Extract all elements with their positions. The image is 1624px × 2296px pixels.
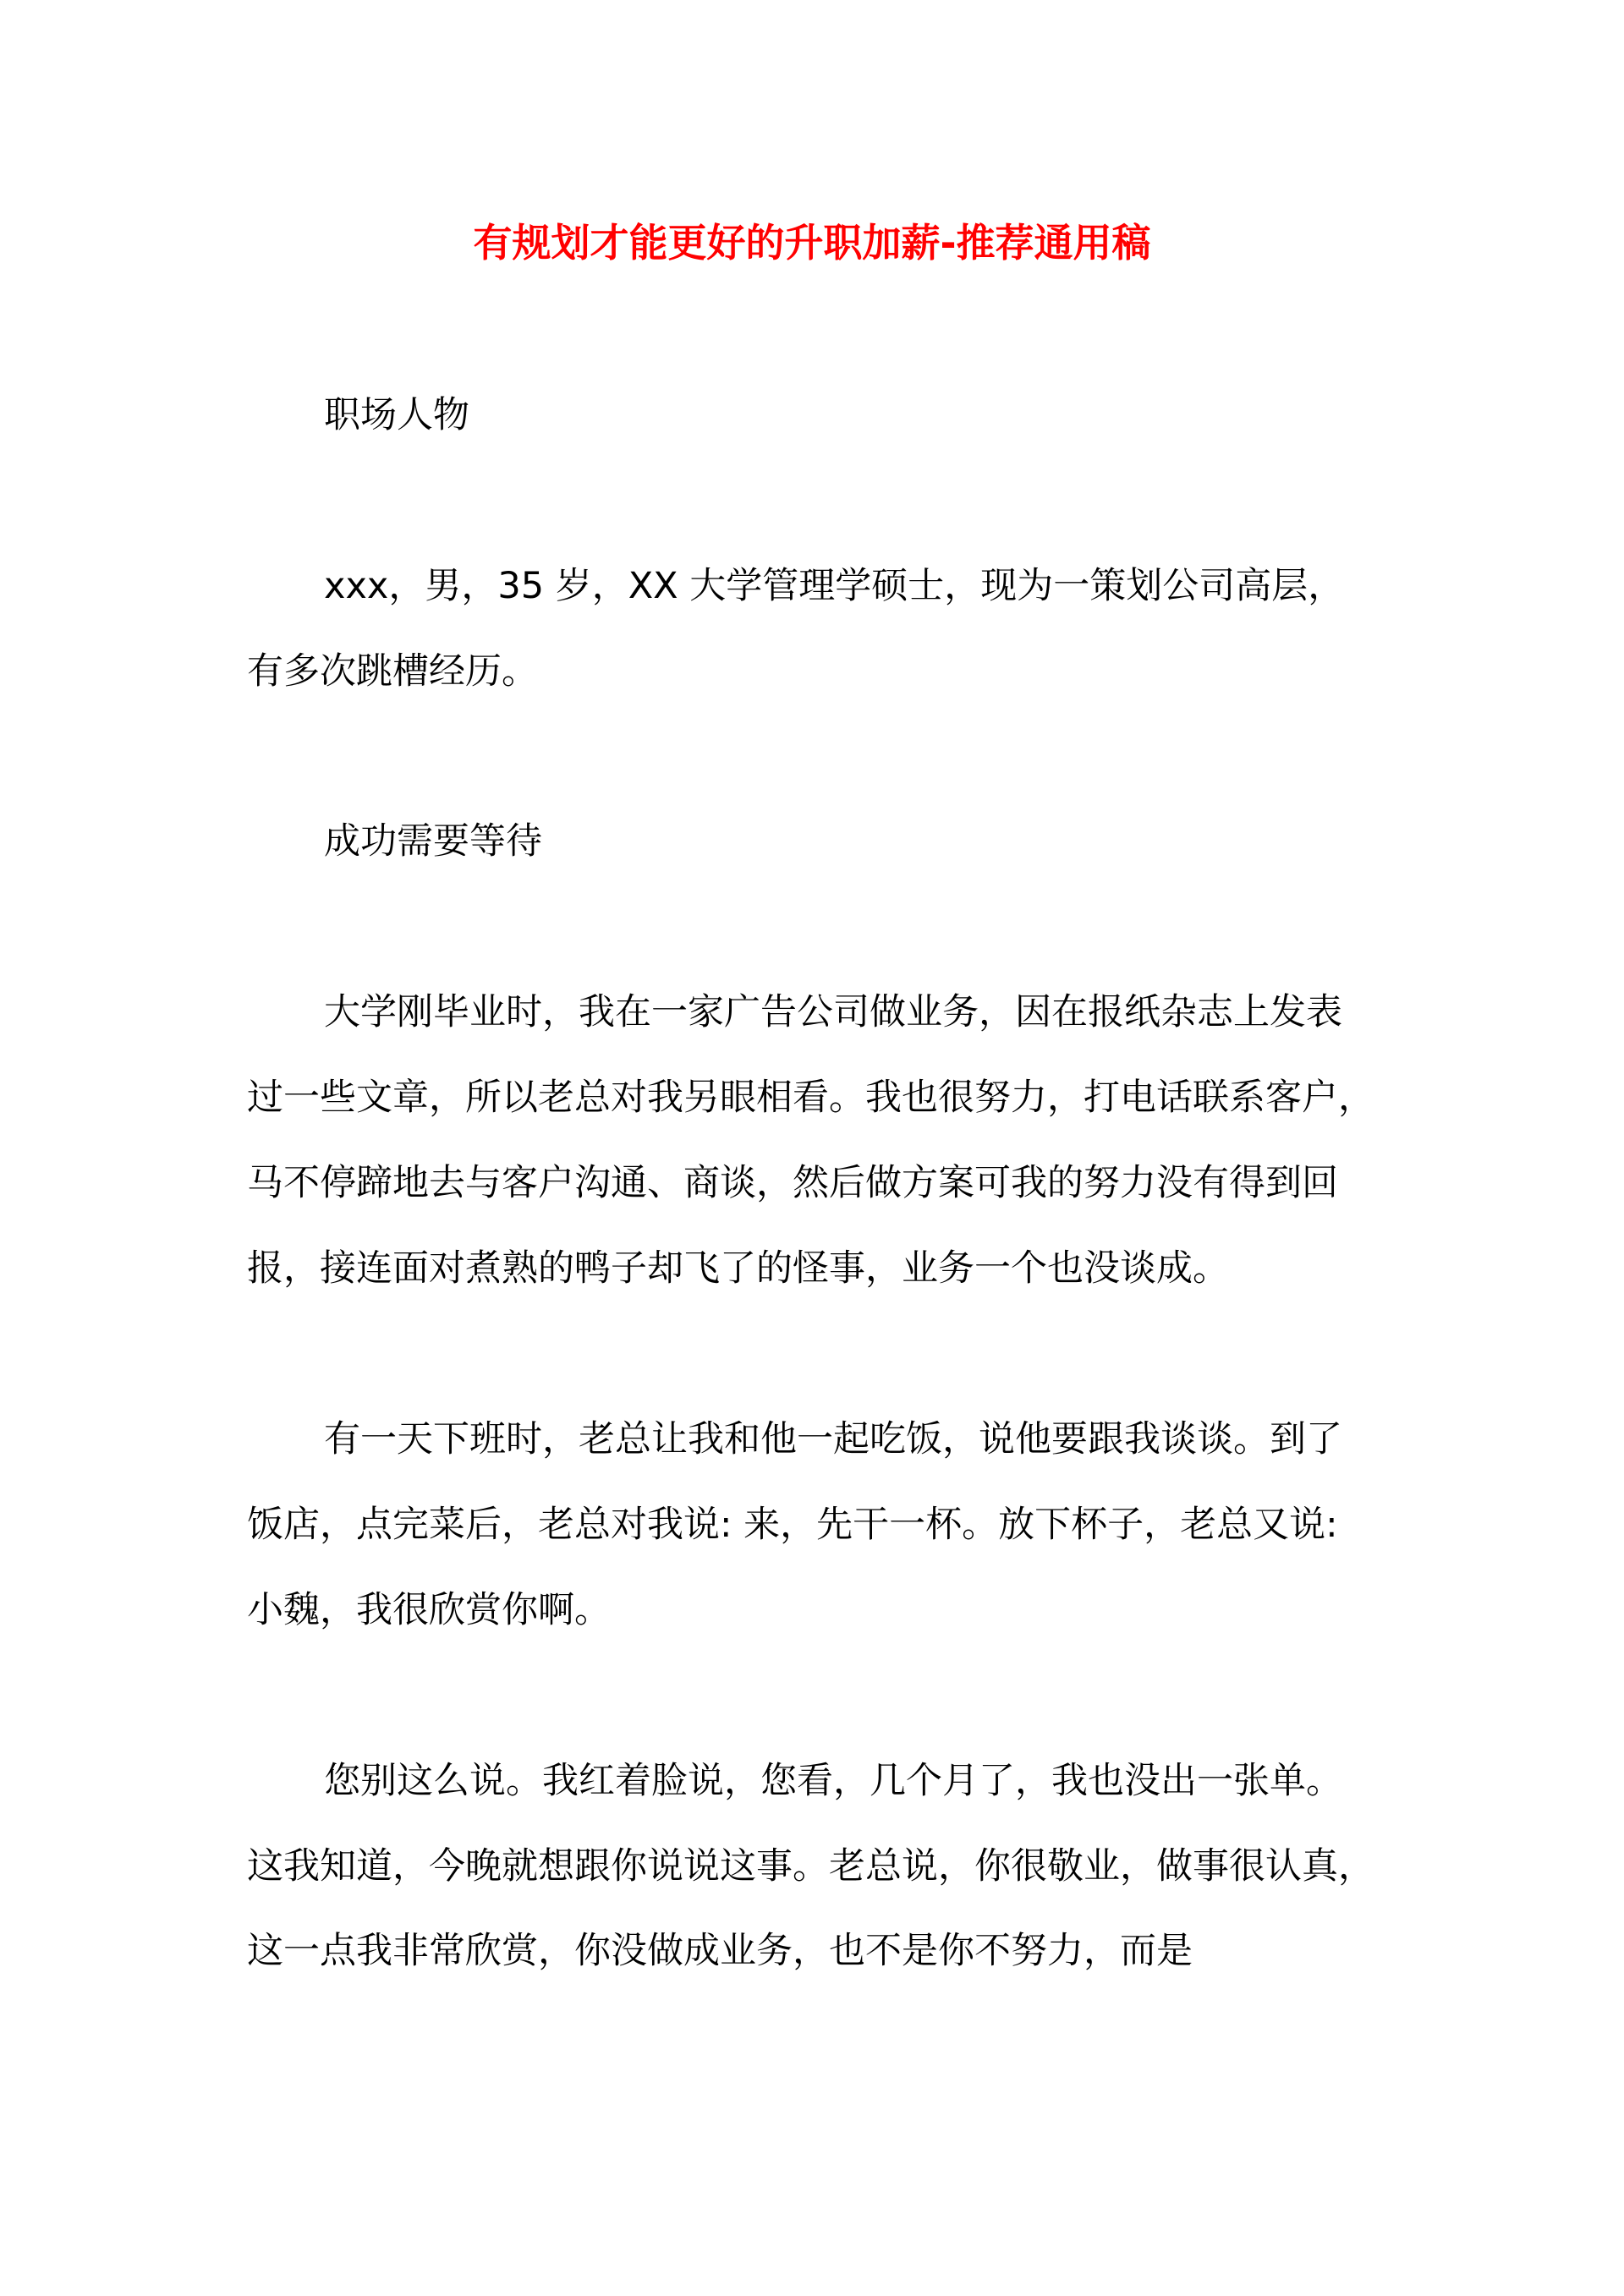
- paragraph-line: 您别这么说。我红着脸说，您看，几个月了，我也没出一张单。: [324, 1760, 1342, 1802]
- paragraph-line: 小魏，我很欣赏你啊。: [247, 1589, 611, 1631]
- paragraph-line: xxx，男，35 岁，XX 大学管理学硕士，现为一策划公司高层，: [324, 565, 1345, 607]
- paragraph-line: 有一天下班时，老总让我和他一起吃饭，说他要跟我谈谈。到了: [324, 1418, 1342, 1460]
- paragraph-line: 这一点我非常欣赏，你没做成业务，也不是你不努力，而是: [247, 1930, 1193, 1972]
- section-heading: 成功需要等待: [324, 820, 542, 863]
- paragraph-line: 马不停蹄地去与客户沟通、商谈，然后做方案可我的努力没有得到回: [247, 1162, 1338, 1204]
- section-heading: 职场人物: [324, 394, 469, 436]
- paragraph-line: 有多次跳槽经历。: [247, 650, 538, 693]
- paragraph-line: 大学刚毕业时，我在一家广告公司做业务，因在报纸杂志上发表: [324, 991, 1342, 1033]
- paragraph-line: 这我知道，今晚就想跟你说说这事。老总说，你很敬业，做事很认真，: [247, 1845, 1374, 1888]
- document-title: 有规划才能更好的升职加薪-推荐通用稿: [473, 220, 1151, 266]
- paragraph-line: 饭店，点完菜后，老总对我说: 来，先干一杯。放下杯子，老总又说:: [247, 1504, 1338, 1546]
- paragraph-line: 过一些文章，所以老总对我另眼相看。我也很努力，打电话联系客户，: [247, 1077, 1374, 1119]
- paragraph-line: 报，接连面对煮熟的鸭子却飞了的怪事，业务一个也没谈成。: [247, 1247, 1229, 1290]
